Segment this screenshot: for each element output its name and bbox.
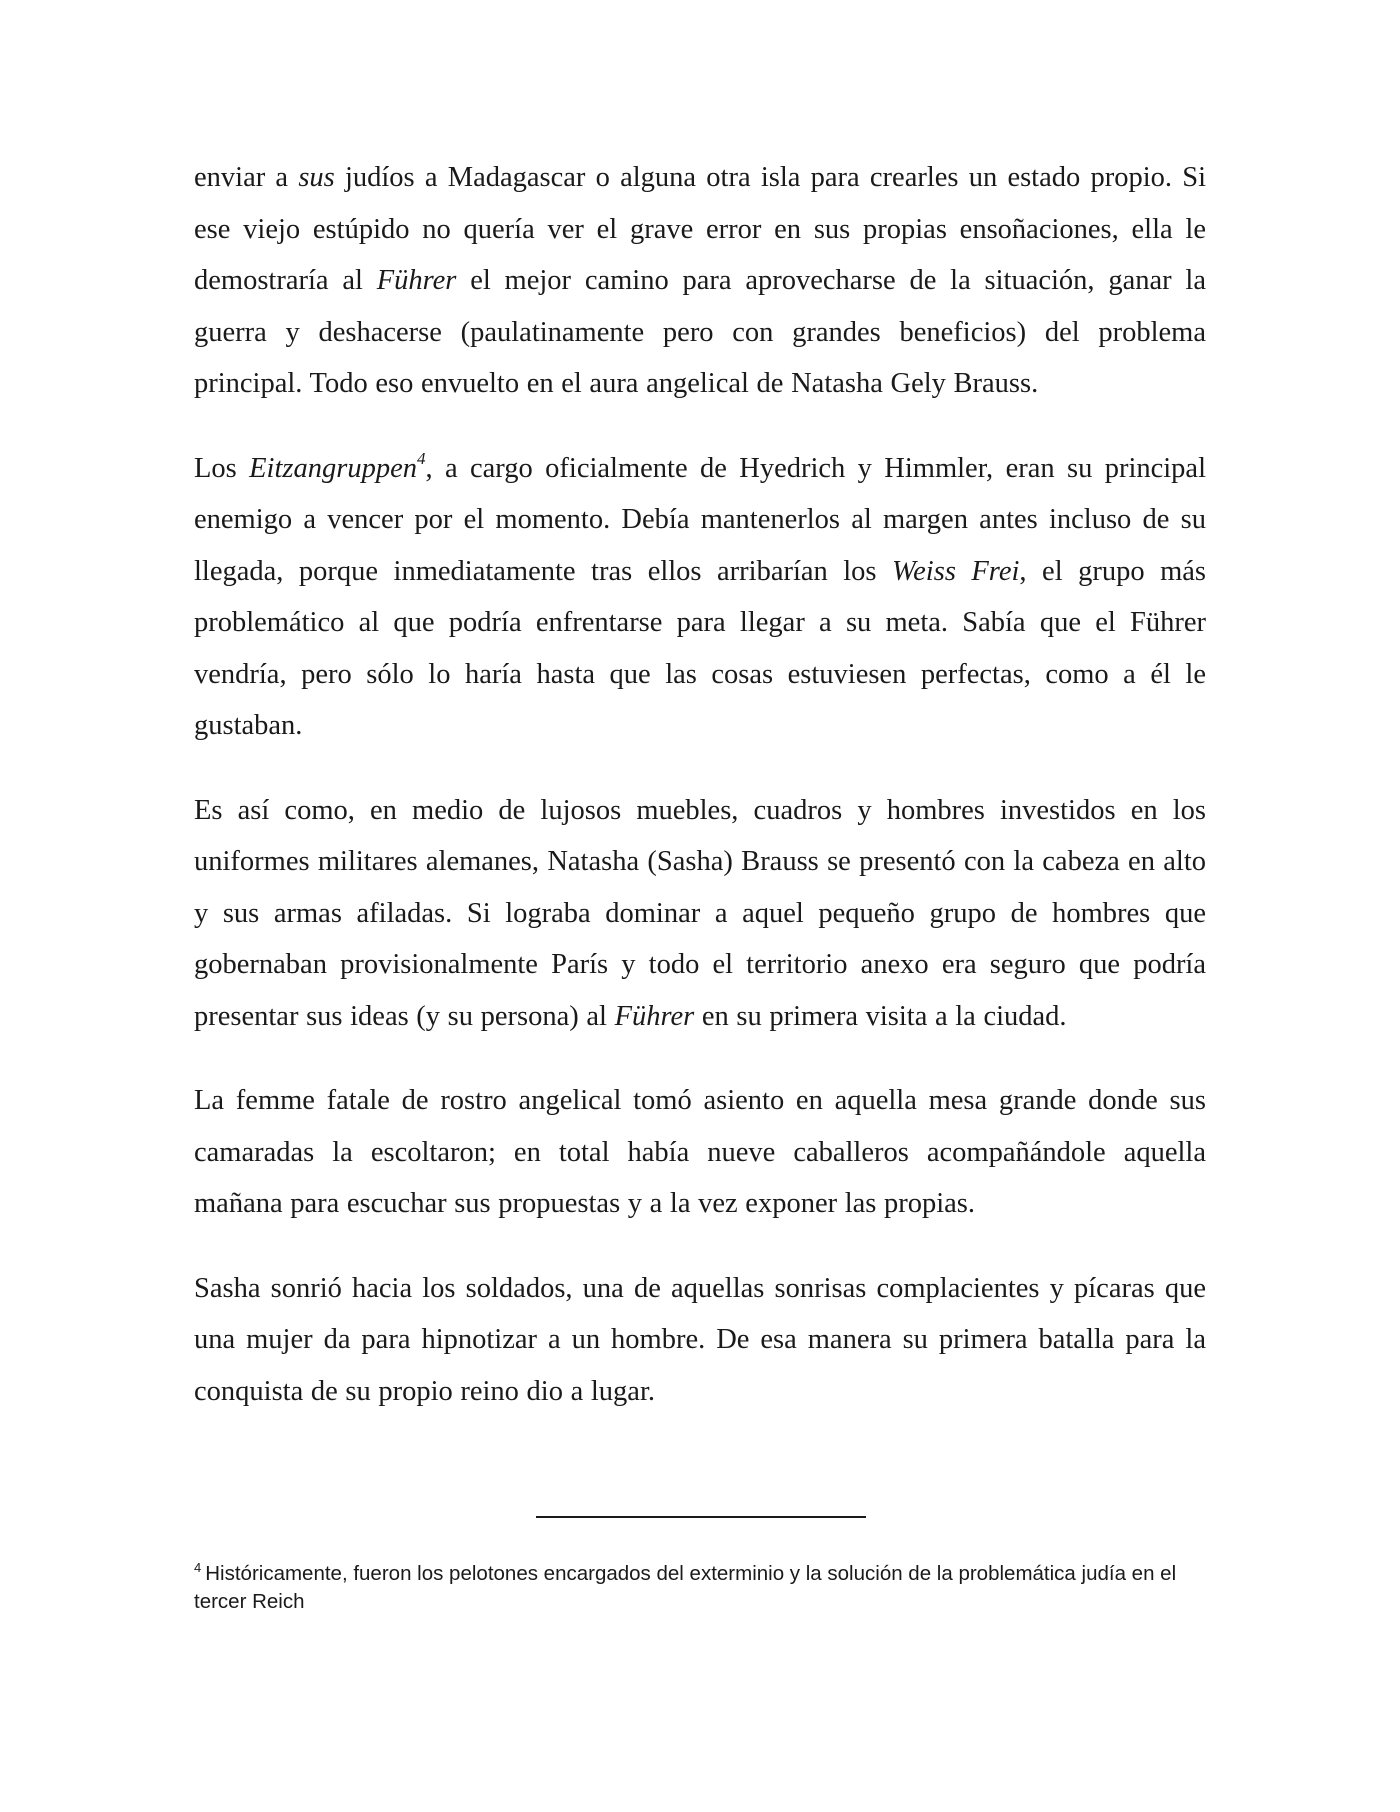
text-run: en su primera visita a la ciudad. bbox=[694, 1000, 1067, 1032]
text-run: La femme fatale de rostro angelical tomó asiento en aquella mesa grande donde sus camaradas la escoltaron; en total había nueve caballeros acompañándole aquella mañana para escuchar sus propuestas y a la vez exponer las propias. bbox=[194, 1085, 1206, 1219]
italic-run: Führer bbox=[376, 265, 457, 296]
paragraph-1 bbox=[194, 152, 1206, 410]
footnote-number: 4 bbox=[194, 1560, 202, 1576]
footnote-text: Históricamente, fueron los pelotones encargados del exterminio y la solución de la problemática judía en el tercer Reich bbox=[194, 1562, 1177, 1613]
paragraph-5 bbox=[194, 1263, 1206, 1418]
italic-run: Weiss Frei bbox=[892, 555, 1020, 587]
text-run: Los bbox=[194, 452, 250, 484]
text-run: , a cargo oficialmente de Hyedrich y Himmler, eran su principal enemigo a vencer por el momento. Debía mantenerlos al margen antes incluso de su llegada, porque inmediatamente tras ellos arribarían los bbox=[194, 452, 1207, 587]
text-run: Sasha sonrió hacia los soldados, una de aquellas sonrisas complacientes y pícaras que una mujer da para hipnotizar a un hombre. De esa manera su primera batalla para la conquista de su propio reino dio a lugar. bbox=[194, 1272, 1206, 1407]
italic-run: sus bbox=[298, 162, 335, 193]
text-run: enviar a bbox=[194, 162, 299, 193]
text-run: , el grupo más problemático al que podría enfrentarse para llegar a su meta. Sabía que el Führer vendría, pero sólo lo haría hasta que las cosas estuviesen perfectas, como a él le gustaban. bbox=[194, 555, 1207, 741]
paragraph-4 bbox=[194, 1075, 1206, 1230]
page-body bbox=[194, 152, 1206, 1450]
italic-run: Führer bbox=[614, 1000, 695, 1032]
paragraph-3 bbox=[194, 785, 1206, 1043]
text-run: el mejor camino para aprovecharse de la situación, ganar la guerra y deshacerse (paulatinamente pero con grandes beneficios) del problema principal. Todo eso envuelto en el aura angelical de Natasha Gely Brauss. bbox=[194, 265, 1206, 399]
footnote-separator bbox=[536, 1516, 866, 1518]
footnote bbox=[194, 1560, 1206, 1616]
italic-run: Eitzangruppen bbox=[249, 452, 417, 484]
text-run: judíos a Madagascar o alguna otra isla para crearles un estado propio. Si ese viejo estúpido no quería ver el grave error en sus propias ensoñaciones, ella le demostraría al bbox=[194, 162, 1207, 296]
text-run: Es así como, en medio de lujosos muebles, cuadros y hombres investidos en los uniformes militares alemanes, Natasha (Sasha) Brauss se presentó con la cabeza en alto y sus armas afiladas. Si lograba dominar a aquel pequeño grupo de hombres que gobernaban provisionalmente París y todo el territorio anexo era seguro que podría presentar sus ideas (y su persona) al bbox=[194, 794, 1206, 1032]
footnote-reference[interactable]: 4 bbox=[416, 449, 426, 468]
paragraph-2 bbox=[194, 443, 1206, 752]
